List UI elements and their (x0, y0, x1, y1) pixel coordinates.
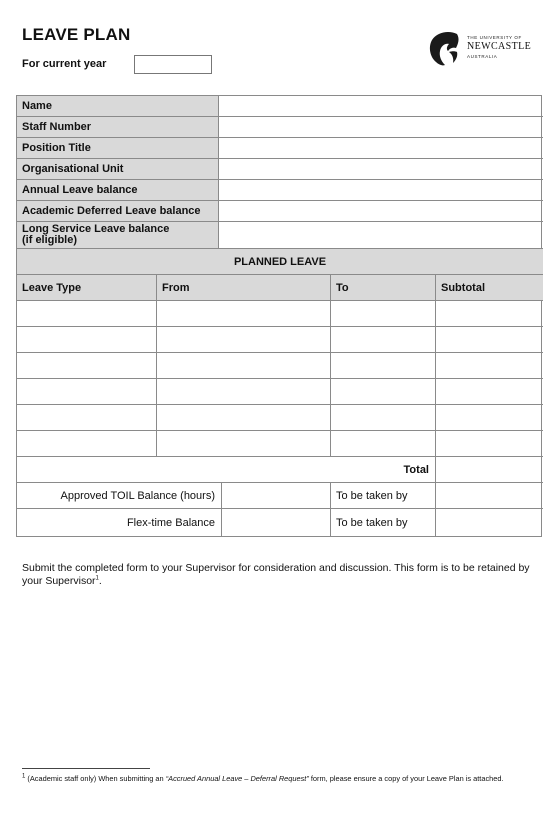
table-row-6-from[interactable] (157, 431, 331, 457)
footnote (22, 774, 532, 784)
logo-line-university: THE UNIVERSITY OF (467, 35, 522, 40)
footnote-reference: 1 (95, 575, 99, 581)
column-header-from: From (157, 275, 331, 301)
toil-taken-by-value[interactable] (436, 483, 543, 509)
submission-note (22, 562, 532, 587)
table-row-3-leave-type[interactable] (17, 353, 157, 379)
flex-time-balance-label: Flex-time Balance (17, 509, 222, 536)
footnote-divider (22, 768, 150, 769)
flex-time-taken-by-label: To be taken by (331, 509, 436, 536)
column-header-to: To (331, 275, 436, 301)
table-row-2-to[interactable] (331, 327, 436, 353)
table-row-3-subtotal[interactable] (436, 353, 543, 379)
detail-label-annual-leave: Annual Leave balance (17, 180, 219, 201)
table-row-2-from[interactable] (157, 327, 331, 353)
column-header-subtotal: Subtotal (436, 275, 543, 301)
long-service-label-line2: (if eligible) (22, 234, 77, 246)
table-row-1-from[interactable] (157, 301, 331, 327)
logo-line-australia: AUSTRALIA (467, 54, 498, 59)
detail-value-organisational-unit[interactable] (219, 159, 543, 180)
table-row-2-leave-type[interactable] (17, 327, 157, 353)
detail-label-position-title: Position Title (17, 138, 219, 159)
column-header-leave-type: Leave Type (17, 275, 157, 301)
toil-taken-by-label: To be taken by (331, 483, 436, 509)
table-row-5-to[interactable] (331, 405, 436, 431)
table-row-4-from[interactable] (157, 379, 331, 405)
table-row-4-subtotal[interactable] (436, 379, 543, 405)
table-row-4-to[interactable] (331, 379, 436, 405)
long-service-label-line1: Long Service Leave balance (22, 223, 170, 235)
detail-value-annual-leave[interactable] (219, 180, 543, 201)
table-row-4-leave-type[interactable] (17, 379, 157, 405)
detail-label-staff-number: Staff Number (17, 117, 219, 138)
detail-value-staff-number[interactable] (219, 117, 543, 138)
table-row-1-subtotal[interactable] (436, 301, 543, 327)
detail-label-name: Name (17, 96, 219, 117)
flex-time-taken-by-value[interactable] (436, 509, 543, 536)
footnote-marker: 1 (22, 773, 26, 780)
footnote-form-name: “Accrued Annual Leave – Deferral Request” (165, 774, 309, 783)
table-row-6-leave-type[interactable] (17, 431, 157, 457)
detail-value-name[interactable] (219, 96, 543, 117)
detail-label-academic-deferred: Academic Deferred Leave balance (17, 201, 219, 222)
total-label: Total (17, 457, 436, 483)
submission-note-end: . (98, 574, 102, 587)
table-row-5-leave-type[interactable] (17, 405, 157, 431)
total-value[interactable] (436, 457, 543, 483)
logo-line-newcastle: NEWCASTLE (467, 41, 532, 52)
footnote-text-post: form, please ensure a copy of your Leave Plan is attached. (308, 774, 504, 783)
toil-balance-value[interactable] (222, 483, 331, 509)
table-row-3-to[interactable] (331, 353, 436, 379)
table-row-3-from[interactable] (157, 353, 331, 379)
table-row-1-leave-type[interactable] (17, 301, 157, 327)
page-title: LEAVE PLAN (22, 25, 131, 44)
toil-balance-label: Approved TOIL Balance (hours) (17, 483, 222, 509)
detail-value-academic-deferred[interactable] (219, 201, 543, 222)
table-row-2-subtotal[interactable] (436, 327, 543, 353)
horse-emblem-icon (427, 30, 463, 68)
submission-note-text: Submit the completed form to your Supervisor for consideration and discussion. This form is to be retained by your Supervisor (22, 562, 530, 587)
detail-label-long-service (17, 222, 219, 249)
year-field[interactable] (134, 55, 212, 74)
table-row-1-to[interactable] (331, 301, 436, 327)
university-logo (427, 30, 537, 68)
table-row-6-to[interactable] (331, 431, 436, 457)
detail-value-position-title[interactable] (219, 138, 543, 159)
detail-value-long-service[interactable] (219, 222, 543, 249)
footnote-text-pre: (Academic staff only) When submitting an (25, 774, 166, 783)
detail-label-organisational-unit: Organisational Unit (17, 159, 219, 180)
year-label: For current year (22, 58, 107, 70)
table-row-5-subtotal[interactable] (436, 405, 543, 431)
planned-leave-heading: PLANNED LEAVE (17, 249, 543, 275)
table-row-5-from[interactable] (157, 405, 331, 431)
flex-time-balance-value[interactable] (222, 509, 331, 536)
leave-plan-table (16, 95, 542, 537)
table-row-6-subtotal[interactable] (436, 431, 543, 457)
